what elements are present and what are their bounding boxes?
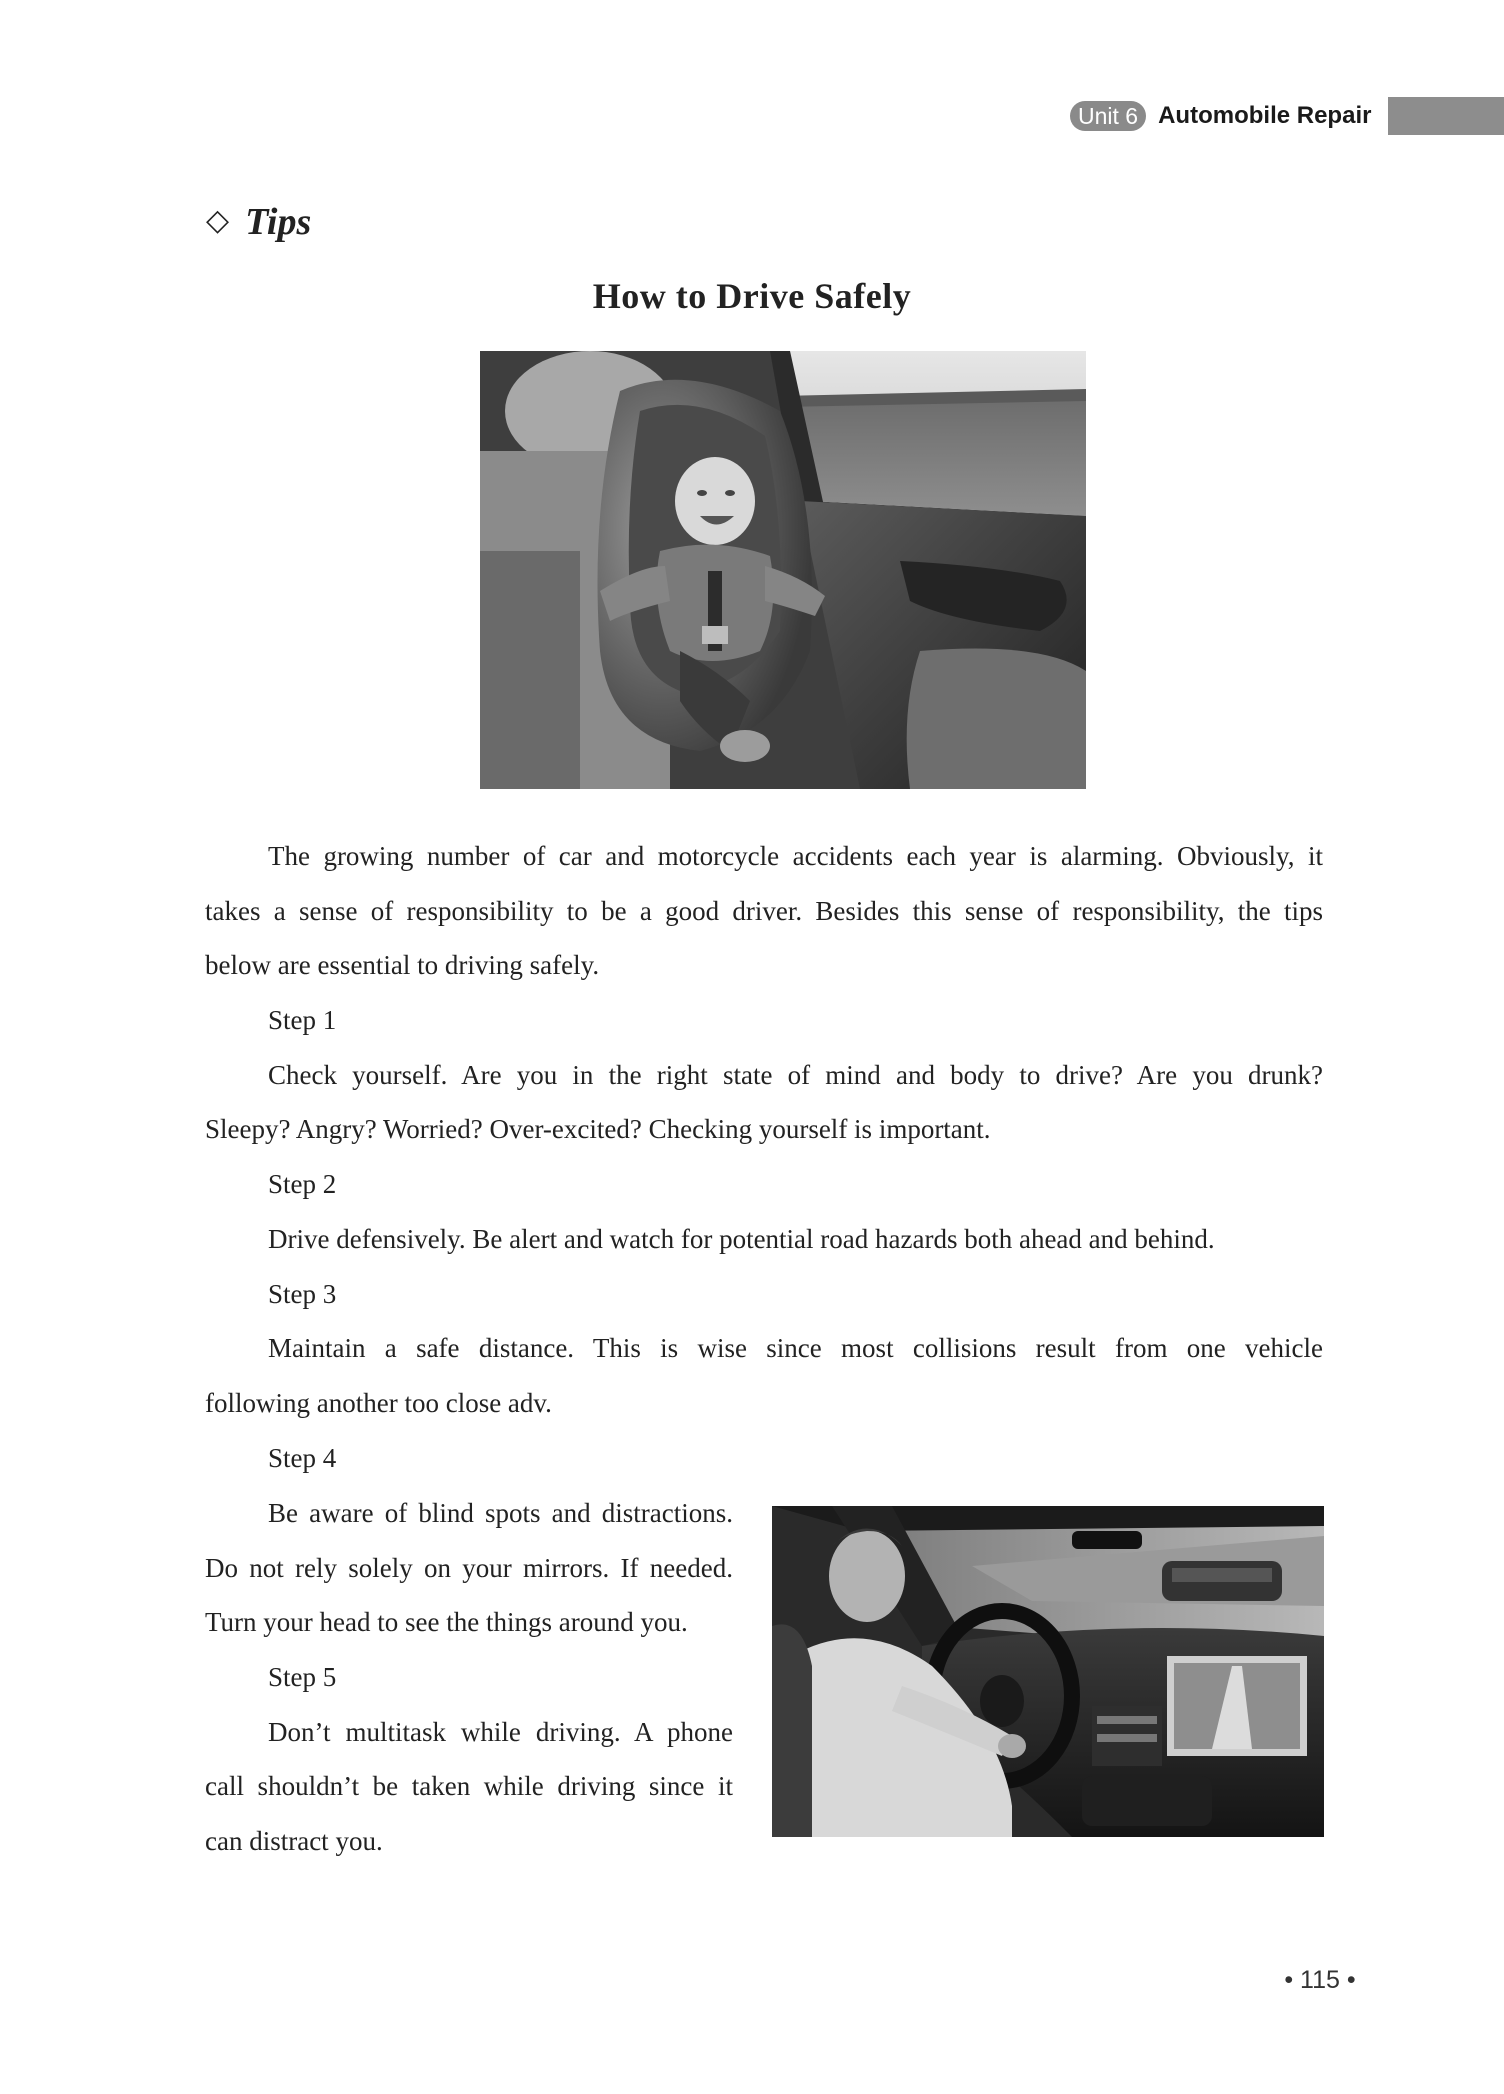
step-line: Sleepy? Angry? Worried? Over-excited? Checking yourself is important.	[205, 1114, 991, 1145]
unit-title: Automobile Repair	[1158, 97, 1381, 135]
article-title: How to Drive Safely	[592, 276, 912, 316]
unit-badge: Unit 6	[1070, 101, 1146, 131]
intro-paragraph	[205, 829, 1323, 1485]
step-label: Step 1	[268, 1005, 337, 1036]
step-line: Do not rely solely on your mirrors. If needed.	[205, 1552, 733, 1583]
tips-heading-label: Tips	[245, 201, 312, 243]
step-line: Be aware of blind spots and distractions.	[268, 1498, 733, 1528]
step-label: Step 3	[268, 1278, 337, 1309]
step-label: Step 2	[268, 1169, 337, 1200]
step-label: Step 4	[268, 1442, 337, 1473]
page-number: • 115 •	[1284, 1966, 1356, 1994]
tips-heading	[206, 200, 311, 244]
step-line: Turn your head to see the things around you.	[205, 1607, 688, 1638]
running-header	[1070, 97, 1381, 135]
step-line: can distract you.	[205, 1826, 383, 1857]
header-accent-bar	[1388, 97, 1504, 135]
step-line: following another too close adv.	[205, 1387, 552, 1418]
child-in-car-seat-photo	[480, 351, 1086, 789]
intro-line: The growing number of car and motorcycle accidents each year is alarming. Obviously, it	[268, 841, 1323, 871]
narrow-column	[205, 1486, 733, 1869]
step-line: Check yourself. Are you in the right state of mind and body to drive? Are you drunk?	[268, 1059, 1323, 1090]
diamond-icon: ◇	[206, 203, 230, 237]
intro-line: takes a sense of responsibility to be a good driver. Besides this sense of responsibility, the tips	[205, 895, 1323, 926]
intro-line: below are essential to driving safely.	[205, 950, 600, 981]
step-label: Step 5	[268, 1662, 337, 1693]
step-line: call shouldn’t be taken while driving since it	[205, 1771, 733, 1802]
step-line: Don’t multitask while driving. A phone	[268, 1716, 733, 1747]
man-driving-car-photo	[772, 1506, 1324, 1837]
step-line: Drive defensively. Be alert and watch for potential road hazards both ahead and behind.	[268, 1223, 1215, 1254]
step-line: Maintain a safe distance. This is wise since most collisions result from one vehicle	[268, 1333, 1323, 1364]
